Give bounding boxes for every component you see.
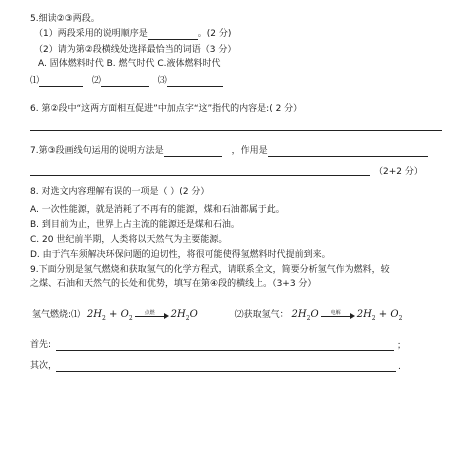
q9-eq2-arrow bbox=[321, 310, 355, 320]
q7-text-b: ，作用是 bbox=[231, 146, 268, 156]
q9-first-answer-line[interactable] bbox=[56, 350, 394, 351]
q7-text-a: 7.第③段画线句运用的说明方法是 bbox=[30, 146, 164, 156]
q5-sub1-text: （1）两段采用的说明顺序是 bbox=[34, 29, 148, 39]
q9-eq2: $2H_2O$ 电解 $2H_2 + O_2$ bbox=[292, 309, 403, 320]
q5-sub1 bbox=[34, 28, 231, 40]
q5-sub2: （2）请为第②段横线处选择最恰当的词语（3 分） bbox=[34, 45, 237, 55]
q9-eq1: $2H_2 + O_2$ 点燃 $2H_2O$ bbox=[87, 309, 198, 320]
q8-title: 8. 对选文内容理解有误的一项是（ ）(2 分） bbox=[30, 187, 210, 197]
q5-sub1-tail: 。(2 分) bbox=[197, 29, 232, 39]
q8-option-a: A. 一次性能源，就是消耗了不再有的能源，煤和石油都属于此。 bbox=[30, 205, 285, 215]
q5-blank2-label: ⑵ bbox=[91, 76, 101, 86]
q9-second-end: . bbox=[398, 362, 401, 372]
q6-text: 6. 第②段中“这两方面相互促进”中加点字“这”指代的内容是:( 2 分） bbox=[30, 104, 303, 114]
q9-eq2-condition: 电解 bbox=[330, 309, 341, 316]
q5-blank1-label: ⑴ bbox=[30, 76, 40, 86]
q9-line2: 之煤、石油和天然气的长处和优势，填写在第④段的横线上。（3+3 分） bbox=[30, 279, 317, 289]
q5-blank3[interactable] bbox=[167, 76, 223, 87]
q9-eq2-label: ⑵获取氢气： bbox=[234, 310, 289, 320]
q9-first-end: ； bbox=[397, 341, 407, 351]
q7-effect-blank[interactable] bbox=[268, 146, 428, 157]
q8-option-c: C. 20 世纪前半期，人类将以天然气为主要能源。 bbox=[30, 235, 228, 245]
q9-second-answer-line[interactable] bbox=[56, 371, 396, 372]
q9-first-label: 首先: bbox=[30, 340, 52, 350]
q7-answer-line[interactable] bbox=[30, 175, 370, 176]
q9-line1: 9.下面分别是氢气燃烧和获取氢气的化学方程式，请联系全文，简要分析氢气作为燃料，较 bbox=[30, 265, 390, 275]
q7-text bbox=[30, 145, 428, 157]
q9-eq1-arrow bbox=[135, 310, 169, 320]
q8-option-d: D. 由于汽车须解决环保问题的迫切性，将很可能使得氢燃料时代提前到来。 bbox=[30, 250, 331, 260]
q5-title: 5.细读②③两段。 bbox=[30, 14, 100, 24]
q9-eq1-label: 氢气燃烧:⑴ bbox=[32, 310, 81, 320]
q5-blank3-label: ⑶ bbox=[157, 76, 167, 86]
q5-blank1[interactable] bbox=[39, 76, 83, 87]
q5-sub1-answer-blank[interactable] bbox=[148, 29, 198, 40]
q5-blank2[interactable] bbox=[101, 76, 149, 87]
q5-blanks bbox=[30, 75, 223, 87]
q6-answer-line[interactable] bbox=[30, 130, 442, 131]
q9-eq1-condition: 点燃 bbox=[144, 309, 155, 316]
q9-equations bbox=[32, 309, 402, 325]
q8-option-b: B. 到目前为止，世界上占主流的能源还是煤和石油。 bbox=[30, 220, 240, 230]
q7-method-blank[interactable] bbox=[164, 146, 222, 157]
q5-options: A. 固体燃料时代 B. 燃气时代 C.液体燃料时代 bbox=[38, 59, 221, 69]
q7-score: （2+2 分） bbox=[374, 167, 423, 177]
q9-second-label: 其次， bbox=[30, 361, 58, 371]
